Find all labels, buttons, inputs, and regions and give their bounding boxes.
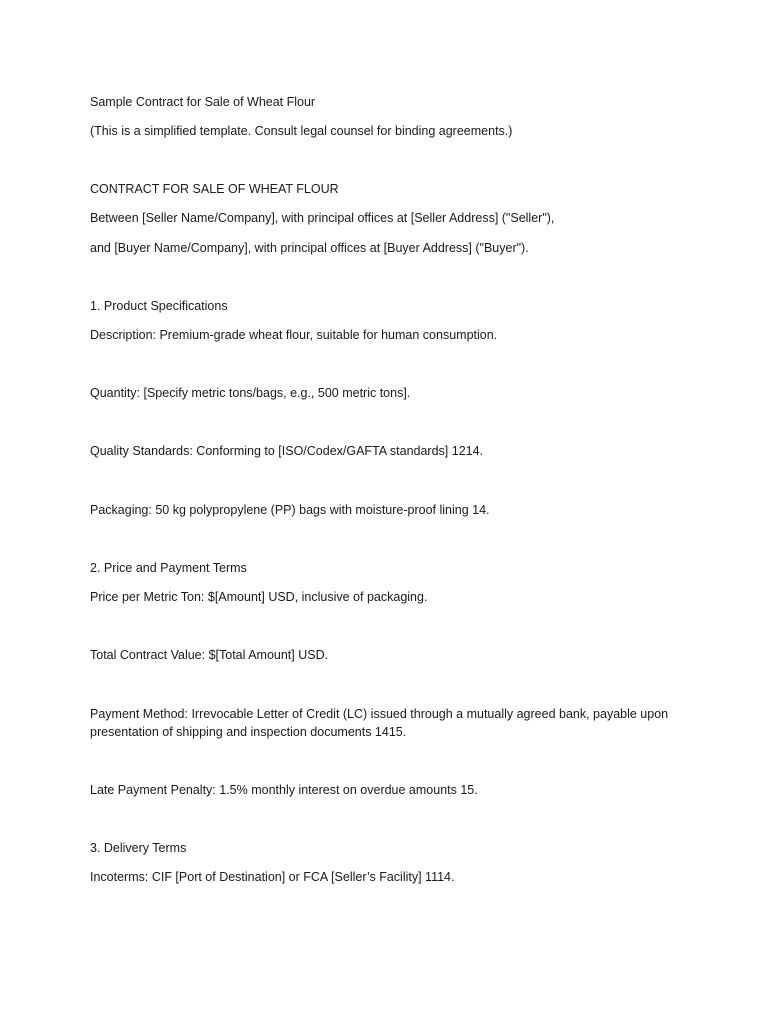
section-heading-product-specifications: 1. Product Specifications xyxy=(90,299,228,313)
section-heading-delivery-terms: 3. Delivery Terms xyxy=(90,841,187,855)
spec-description: Description: Premium-grade wheat flour, suitable for human consumption. xyxy=(90,328,498,342)
parties-line-2: and [Buyer Name/Company], with principal offices at [Buyer Address] ("Buyer"). xyxy=(90,241,529,255)
price-per-ton: Price per Metric Ton: $[Amount] USD, inclusive of packaging. xyxy=(90,590,428,604)
section-heading-price-payment: 2. Price and Payment Terms xyxy=(90,561,247,575)
parties-line-1: Between [Seller Name/Company], with principal offices at [Seller Address] ("Seller"), xyxy=(90,211,555,225)
spec-packaging: Packaging: 50 kg polypropylene (PP) bags with moisture-proof lining 14. xyxy=(90,503,490,517)
document-title: Sample Contract for Sale of Wheat Flour xyxy=(90,95,316,109)
disclaimer-text: (This is a simplified template. Consult legal counsel for binding agreements.) xyxy=(90,124,513,138)
total-contract-value: Total Contract Value: $[Total Amount] USD. xyxy=(90,648,329,662)
late-payment-penalty: Late Payment Penalty: 1.5% monthly interest on overdue amounts 15. xyxy=(90,783,478,797)
contract-heading: CONTRACT FOR SALE OF WHEAT FLOUR xyxy=(90,182,339,196)
spec-quantity: Quantity: [Specify metric tons/bags, e.g., 500 metric tons]. xyxy=(90,386,411,400)
delivery-incoterms: Incoterms: CIF [Port of Destination] or FCA [Seller’s Facility] 1114. xyxy=(90,870,455,884)
payment-method: Payment Method: Irrevocable Letter of Credit (LC) issued through a mutually agreed bank, payable upon presentation of shipping and inspection documents 1415. xyxy=(90,707,669,739)
spec-quality-standards: Quality Standards: Conforming to [ISO/Codex/GAFTA standards] 1214. xyxy=(90,444,484,458)
